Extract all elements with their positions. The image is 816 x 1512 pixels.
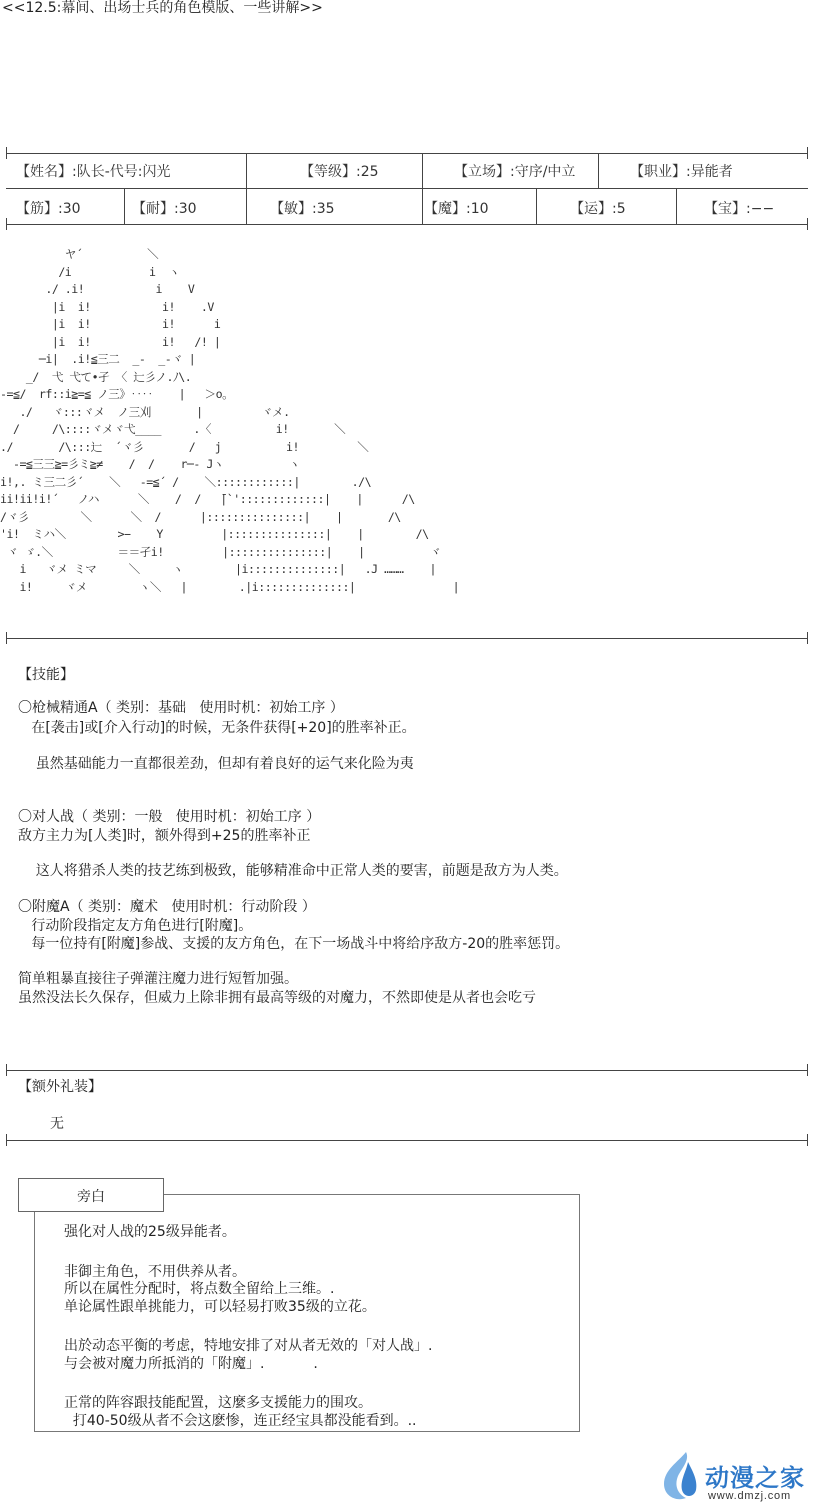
watermark-name: 动漫之家	[705, 1464, 805, 1492]
narration-line: 所以在属性分配时，将点数全留给上三维。.	[64, 1281, 335, 1297]
col-divider	[598, 153, 599, 188]
col-divider	[422, 153, 423, 188]
stats-mid-rule	[6, 188, 808, 189]
narration-line: 非御主角色，不用供养从者。	[64, 1263, 246, 1280]
narration-line: 单论属性跟单挑能力，可以轻易打败35级的立花。	[64, 1298, 376, 1315]
narration-line	[64, 1316, 432, 1334]
rule-tick	[6, 1134, 7, 1146]
narration-tab	[18, 1178, 164, 1212]
narration-line: 强化对人战的25级异能者。	[64, 1224, 236, 1240]
stat-np: 【宝】:−−	[704, 201, 775, 217]
rule-tick	[6, 1064, 7, 1076]
narration-line: 与会被对魔力所抵消的「附魔」. .	[64, 1355, 318, 1372]
skill-3-flavor: 简单粗暴直接往子弹灌注魔力进行短暂加强。	[18, 971, 298, 987]
stat-name: 【姓名】:队长-代号:闪光	[16, 164, 171, 180]
col-divider	[124, 188, 125, 224]
col-divider	[536, 188, 537, 224]
narration-line	[64, 1373, 432, 1391]
narration-text	[64, 1224, 432, 1430]
watermark-url: www.dmzj.com	[708, 1490, 791, 1502]
stat-alignment: 【立场】:守序/中立	[454, 164, 576, 180]
col-divider	[246, 153, 247, 188]
stat-str: 【筋】:30	[16, 201, 81, 217]
rule-tick	[807, 632, 808, 644]
narration-line: 正常的阵容跟技能配置，这麼多支援能力的围攻。	[64, 1395, 372, 1411]
skill-2-flavor: 这人将猎杀人类的技艺练到极致，能够精准命中正常人类的要害，前题是敌方为人类。	[18, 863, 568, 879]
rule-tick	[6, 632, 7, 644]
equipment-heading: 【额外礼装】	[18, 1079, 102, 1095]
skill-1-desc: 在[袭击]或[介入行动]的时候，无条件获得[+20]的胜率补正。	[18, 720, 416, 736]
col-divider	[246, 188, 247, 224]
equip-bottom-rule	[6, 1140, 808, 1141]
skills-heading: 【技能】	[18, 667, 74, 683]
stat-end: 【耐】:30	[132, 201, 197, 217]
skill-2-title: 〇对人战（ 类别：一般 使用时机：初始工序 ）	[18, 809, 321, 825]
narration-line: 打40-50级从者不会这麽惨，连正经宝具都没能看到。..	[64, 1412, 417, 1429]
rule-tick	[807, 1134, 808, 1146]
stats-top-rule	[6, 153, 808, 154]
skill-3-flavor2: 虽然没法长久保存，但威力上除非拥有最高等级的对魔力，不然即使是从者也会吃亏	[18, 990, 536, 1006]
stat-agi: 【敏】:35	[270, 201, 335, 217]
rule-tick	[807, 218, 808, 230]
skill-3-title: 〇附魔A（ 类别：魔术 使用时机：行动阶段 ）	[18, 899, 316, 915]
equipment-value: 无	[50, 1116, 64, 1132]
skill-3-desc: 行动阶段指定友方角色进行[附魔]。	[18, 918, 253, 934]
stats-bottom-rule	[6, 224, 808, 225]
rule-tick	[807, 1064, 808, 1076]
equip-top-rule	[6, 1070, 808, 1071]
chapter-title: <<12.5:幕间、出场士兵的角色模版、一些讲解>>	[2, 0, 323, 16]
skill-1-title: 〇枪械精通A（ 类别：基础 使用时机：初始工序 ）	[18, 700, 344, 716]
narration-line	[64, 1242, 432, 1260]
skills-top-rule	[6, 638, 808, 639]
rule-tick	[807, 147, 808, 159]
narration-line: 出於动态平衡的考虑，特地安排了对从者无效的「对人战」.	[64, 1338, 433, 1354]
ascii-art-soldier: ヤ´ ＼ /i i ヽ ./ .i! i V |i i! i! .V |i i! i! i |i i! i! /! | ─i| .i!≦三二 _‐ _-ヾ | _/ 弋 弋て•孑 〈 辷彡ノ.ﾉ\. -=≦/ rf::i≧=≦ ノ三》‥‥ | ＞o。 ./ ヾ:::ヾメ ノ三刈 | ヾメ. / /\::::ヾメヾ弋____ .〈 i! ＼ ./ /\:::辷 ´ヾ彡 / j i! ＼ -=≦三三≧=彡ミ≧≠ / / r─‐ Jヽ ヽ i!,. ミ三二彡´ ＼ -=≦´ / ＼::::::::::::| ./\ ii!ii!i!´ ノハ ＼ / / ̄|`':::::::::::::| | /\ /ヾ彡 ＼ ＼ / |:::::::::::::::| | /\ 'i! ミハ＼ >− Y |:::::::::::::::| | /\ ヾ ゞ.＼ ＝＝孑i! |:::::::::::::::| | ヾ i ヾメ ミマ ＼ ヽ |i::::::::::::::| .J ……… | i! ヾメ ヽ＼ | .|i::::::::::::::| |	[0, 247, 460, 594]
rule-tick	[6, 218, 7, 230]
stat-class: 【职业】:异能者	[630, 164, 733, 180]
stat-luck: 【运】:5	[570, 201, 626, 217]
stat-mag: 【魔】:10	[424, 201, 489, 217]
stat-level: 【等级】:25	[300, 164, 379, 180]
skill-3-desc2: 每一位持有[附魔]参战、支援的友方角色，在下一场战斗中将给序敌方-20的胜率惩罚。	[18, 936, 570, 952]
skill-2-desc: 敌方主力为[人类]时，额外得到+25的胜率补正	[18, 828, 311, 844]
skill-1-flavor: 虽然基础能力一直都很差劲，但却有着良好的运气来化险为夷	[18, 756, 414, 772]
col-divider	[676, 188, 677, 224]
rule-tick	[6, 147, 7, 159]
col-divider	[422, 188, 423, 224]
narration-tab-label: 旁白	[77, 1189, 105, 1205]
